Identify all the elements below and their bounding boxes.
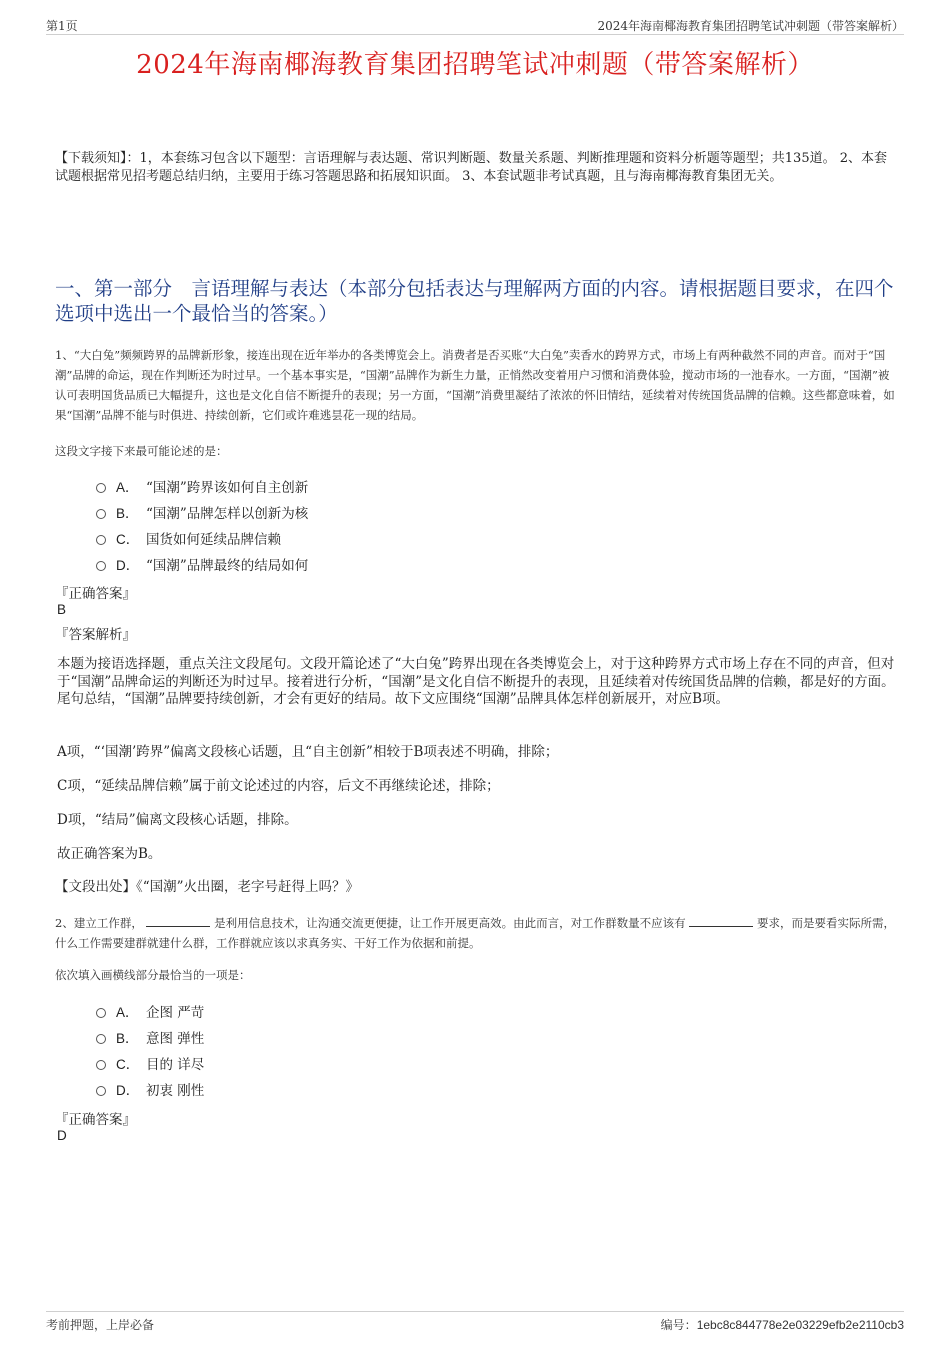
option-a[interactable] — [96, 998, 204, 1024]
analysis-label: 『答案解析』 — [55, 627, 136, 643]
option-letter: D． — [116, 1083, 140, 1098]
option-letter: B． — [116, 1031, 139, 1046]
option-text: 意图 弹性 — [146, 1031, 205, 1047]
radio-icon[interactable] — [96, 561, 106, 571]
radio-icon[interactable] — [96, 1086, 106, 1096]
option-b[interactable] — [96, 499, 308, 525]
question-2-options — [96, 998, 204, 1102]
option-text: 国货如何延续品牌信赖 — [146, 532, 281, 548]
radio-icon[interactable] — [96, 535, 106, 545]
correct-answer-label: 『正确答案』 — [55, 586, 136, 602]
option-text: “国潮”品牌怎样以创新为核 — [146, 506, 309, 522]
question-1-options — [96, 473, 308, 577]
option-c[interactable] — [96, 525, 308, 551]
option-d[interactable] — [96, 1076, 204, 1102]
option-text: “国潮”品牌最终的结局如何 — [146, 558, 309, 574]
fill-blank-1 — [146, 914, 210, 927]
analysis-paragraph-1: 本题为接语选择题，重点关注文段尾句。文段开篇论述了“大白兔”跨界出现在各类博览会上，对于这种跨界方式市场上存在不同的声音，但对于“国潮”品牌命运的判断还为时过早。接着进行分析，“国潮”是文化自信不断提升的表现，且延续着对传统国货品牌的信赖，都是好的方面。尾句总结，“国潮”品牌要持续创新，才会有更好的结局。故下文应围绕“国潮”品牌具体怎样创新展开，对应B项。 — [57, 656, 895, 707]
page-number: 第1页 — [46, 19, 78, 33]
header-doc-title: 2024年海南椰海教育集团招聘笔试冲刺题（带答案解析） — [597, 19, 904, 33]
option-letter: A． — [116, 1005, 139, 1020]
correct-answer: B — [57, 602, 67, 617]
question-2-text-part1: 2、建立工作群， — [55, 916, 143, 930]
option-d[interactable] — [96, 551, 308, 577]
question-2-text-part2: 是利用信息技术，让沟通交流更便捷，让工作开展更高效。由此而言，对工作群数量不应该有 — [214, 916, 686, 930]
option-letter: C． — [116, 532, 140, 547]
fill-blank-2 — [689, 914, 753, 927]
option-text: 企图 严苛 — [146, 1005, 205, 1021]
radio-icon[interactable] — [96, 1060, 106, 1070]
analysis-paragraph-4: D项，“结局”偏离文段核心话题，排除。 — [57, 812, 298, 828]
serial-label: 编号： — [660, 1318, 697, 1332]
document-title: 2024年海南椰海教育集团招聘笔试冲刺题（带答案解析） — [136, 50, 814, 80]
question-2-prompt: 依次填入画横线部分最恰当的一项是： — [55, 968, 251, 982]
option-c[interactable] — [96, 1050, 204, 1076]
option-text: 初衷 刚性 — [146, 1083, 205, 1099]
option-b[interactable] — [96, 1024, 204, 1050]
download-notice: 【下载须知】：1，本套练习包含以下题型：言语理解与表达题、常识判断题、数量关系题、判断推理题和资料分析题等题型；共135道。 2、本套试题根据常见招考题总结归纳，主要用于练习答题思路和拓展知识面。 3、本套试题非考试真题，且与海南椰海教育集团无关。 — [55, 151, 887, 184]
question-1-text: 1、“大白兔”频频跨界的品牌新形象，接连出现在近年举办的各类博览会上。消费者是否买账“大白兔”卖香水的跨界方式，市场上有两种截然不同的声音。而对于“国潮”品牌的命运，现在作判断还为时过早。一个基本事实是，“国潮”品牌作为新生力量，正悄然改变着用户习惯和消费体验，搅动市场的一池春水。一方面，“国潮”被认可表明国货品质已大幅提升，这也是文化自信不断提升的表现；另一方面，“国潮”消费里凝结了浓浓的怀旧情结，延续着对传统国货品牌的信赖。这些都意味着，如果“国潮”品牌不能与时俱进、持续创新，它们或许难逃昙花一现的结局。 — [55, 348, 895, 422]
option-a[interactable] — [96, 473, 308, 499]
analysis-paragraph-3: C项，“延续品牌信赖”属于前文论述过的内容，后文不再继续论述，排除； — [57, 778, 500, 794]
option-letter: D． — [116, 558, 140, 573]
footer-serial — [661, 1316, 904, 1333]
question-2-text — [55, 913, 898, 953]
radio-icon[interactable] — [96, 1008, 106, 1018]
serial-code: 1ebc8c844778e2e03229efb2e2110cb3 — [696, 1318, 904, 1332]
option-letter: A． — [116, 480, 139, 495]
analysis-paragraph-2: A项，“‘国潮’跨界”偏离文段核心话题，且“自主创新”相较于B项表述不明确，排除； — [57, 744, 559, 760]
option-letter: C． — [116, 1057, 140, 1072]
correct-answer-label: 『正确答案』 — [55, 1112, 136, 1128]
footer-slogan: 考前押题，上岸必备 — [46, 1318, 155, 1332]
radio-icon[interactable] — [96, 483, 106, 493]
section-heading: 一、第一部分 言语理解与表达（本部分包括表达与理解两方面的内容。请根据题目要求，在四个选项中选出一个最恰当的答案。） — [55, 277, 894, 325]
radio-icon[interactable] — [96, 1034, 106, 1044]
source-citation: 【文段出处】《“国潮”火出圈，老字号赶得上吗？》 — [55, 879, 360, 895]
option-text: 目的 详尽 — [146, 1057, 205, 1073]
option-letter: B． — [116, 506, 139, 521]
radio-icon[interactable] — [96, 509, 106, 519]
page-footer — [46, 1311, 904, 1332]
analysis-conclusion: 故正确答案为B。 — [57, 846, 162, 862]
page-header — [46, 14, 904, 35]
option-text: “国潮”跨界该如何自主创新 — [146, 480, 309, 496]
question-1-prompt: 这段文字接下来最可能论述的是： — [55, 444, 228, 458]
correct-answer: D — [57, 1128, 67, 1143]
question-2-text-part3: 要求，而是要看实际所需，什么工作需要建群就建什么群，工作群就应该以求真务实、干好工作为依据和前提。 — [55, 916, 895, 950]
